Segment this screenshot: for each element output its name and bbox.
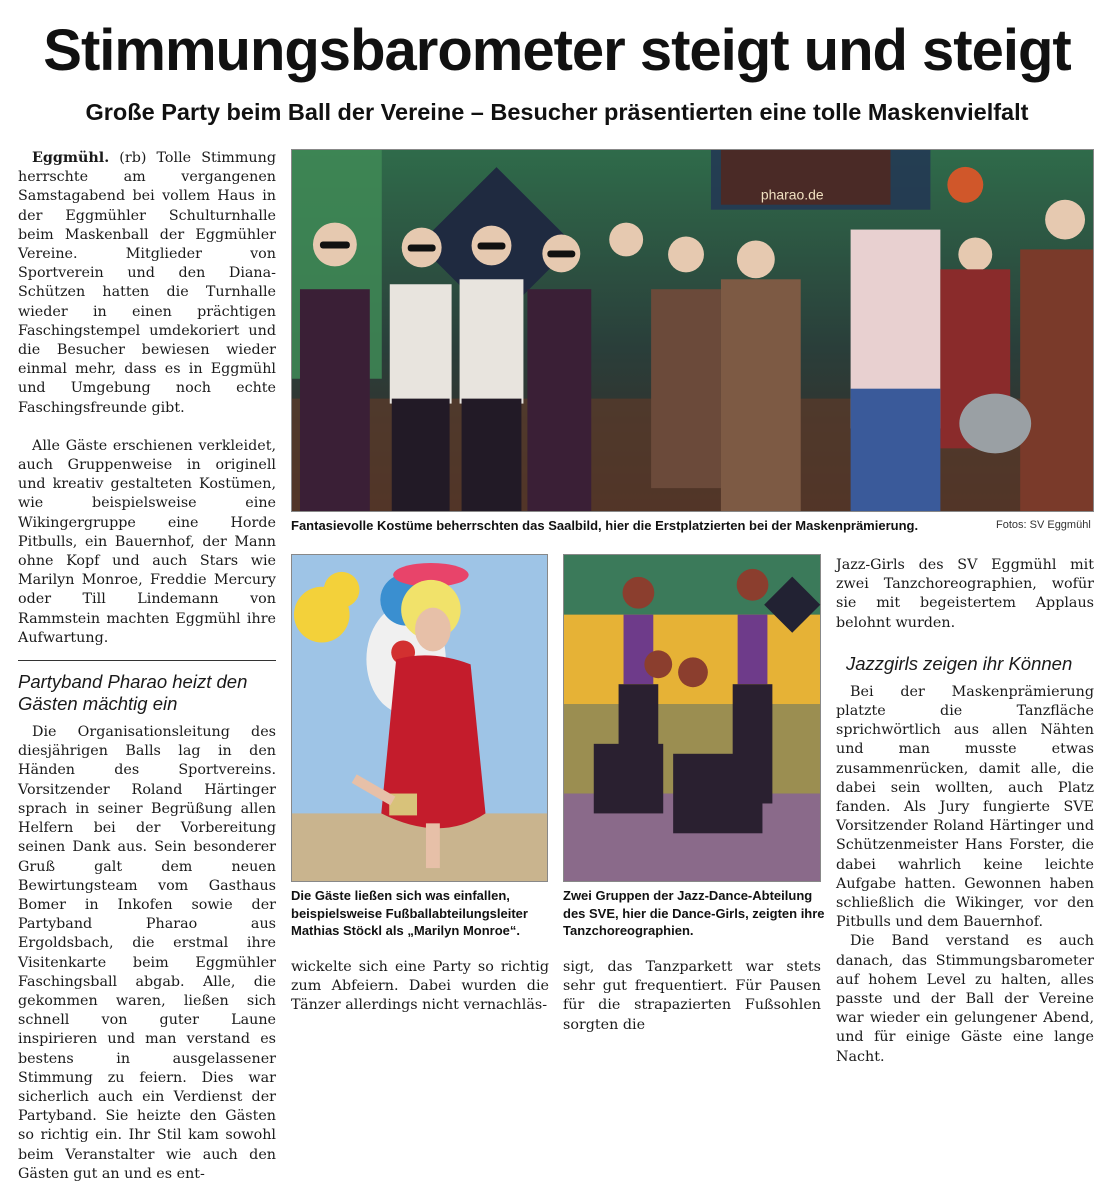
subheadline: Große Party beim Ball der Vereine – Besucher präsentierten eine tolle Maskenvielfalt [85, 99, 1029, 125]
paragraph: Die Band verstand es auch danach, das Stimmungsbarometer auf hohem Level zu halten, alles passte und der Ball der Vereine war wieder ein gelungener Abend, und für einige Gäste eine lange Nacht. [836, 933, 1094, 1065]
paragraph: sigt, das Tanzparkett war stets sehr gut frequentiert. Für Pausen für die strapazierten Fußsohlen sorgten die [563, 959, 821, 1033]
marilyn-caption: Die Gäste ließen sich was einfallen, beispielsweise Fußballabteilungsleiter Mathias Stöckl als „Marilyn Monroe“. [291, 888, 528, 938]
paragraph: Jazz-Girls des SV Eggmühl mit zwei Tanzchoreographien, wofür sie mit begeistertem Applaus belohnt wurden. [836, 557, 1094, 631]
column-2 [291, 958, 549, 1016]
photo-credit: Fotos: SV Eggmühl [996, 519, 1091, 531]
crosshead: Partyband Pharao heizt den Gästen mächtig ein [18, 671, 248, 715]
paragraph [18, 149, 276, 418]
column-4 [836, 556, 1094, 1067]
headline: Stimmungsbarometer steigt und steigt [43, 18, 1071, 83]
paragraph-text: (rb) Tolle Stimmung herrschte am vergangenen Samstagabend bei vollem Haus in der Eggmühler Schulturnhalle beim Maskenball der Eggmühler Vereine. Mitglieder von Sportverein und den Diana-Schützen hatten die Turnhalle wieder in einen prächtigen Faschingstempel umdekoriert und die Besucher bewiesen wieder einmal mehr, dass es in Eggmühl und Umgebung noch echte Faschingsfreunde gibt. [18, 150, 276, 416]
column-3 [563, 958, 821, 1035]
main-photo-caption: Fantasievolle Kostüme beherrschten das Saalbild, hier die Erstplatzierten bei der Maskenprämierung. [291, 518, 919, 533]
marilyn-photo [291, 554, 548, 882]
paragraph: wickelte sich eine Party so richtig zum Abfeiern. Dabei wurden die Tänzer allerdings nicht vernachläs- [291, 959, 549, 1014]
paragraph: Bei der Maskenprämierung platzte die Tanzfläche sprichwörtlich aus allen Nähten und man musste etwas zusammenrücken, damit alle, die dabei sein wollten, auch Platz fanden. Als Jury fungierte SVE Vorsitzender Roland Härtinger und Schützenmeister Hans Forster, die dabei wahrlich keine leichte Aufgabe hatten. Gewonnen haben schließlich die Wikinger, vor den Pitbulls und dem Bauernhof. [836, 683, 1094, 931]
main-photo [291, 149, 1094, 512]
dateline: Eggmühl. [32, 150, 110, 166]
divider [18, 660, 276, 661]
column-1 [18, 149, 276, 1184]
paragraph: Die Organisationsleitung des diesjährigen Balls lag in den Händen des Sportvereins. Vorsitzender Roland Härtinger sprach in seiner Begrüßung allen Helfern bei der Vorbereitung seinen Dank aus. Sein besonderer Gruß galt dem neuen Bewirtungsteam vom Gasthaus Bomer in Inkofen sowie der Partyband Pharao aus Ergoldsbach, die erstmal ihre Visitenkarte beim Eggmühler Faschingsball abgab. Alle, die gekommen waren, ließen sich schnell von guter Laune inspirieren und man verstand es bestens in ausgelassener Stimmung zu feiern. Dies war sicherlich auch ein Verdienst der Partyband. Sie heizte den Gästen so richtig ein. Ihr Stil kam sowohl beim Veranstalter wie auch den Gästen gut an und es ent- [18, 724, 276, 1182]
dance-caption: Zwei Gruppen der Jazz-Dance-Abteilung des SVE, hier die Dance-Girls, zeigten ihre Tanzchoreographien. [563, 888, 825, 938]
crosshead: Jazzgirls zeigen ihr Können [846, 652, 1073, 674]
paragraph: Alle Gäste erschienen verkleidet, auch Gruppenweise in originell und kreativ gestalteten Kostümen, wie beispielsweise eine Wikingergruppe eine Horde Pitbulls, ein Bauernhof, der Mann ohne Kopf und auch Stars wie Marilyn Monroe, Freddie Mercury oder Till Lindemann von Rammstein machten Eggmühl ihre Aufwartung. [18, 437, 276, 646]
banner-text: pharao.de [760, 186, 824, 203]
dance-photo [563, 554, 821, 882]
